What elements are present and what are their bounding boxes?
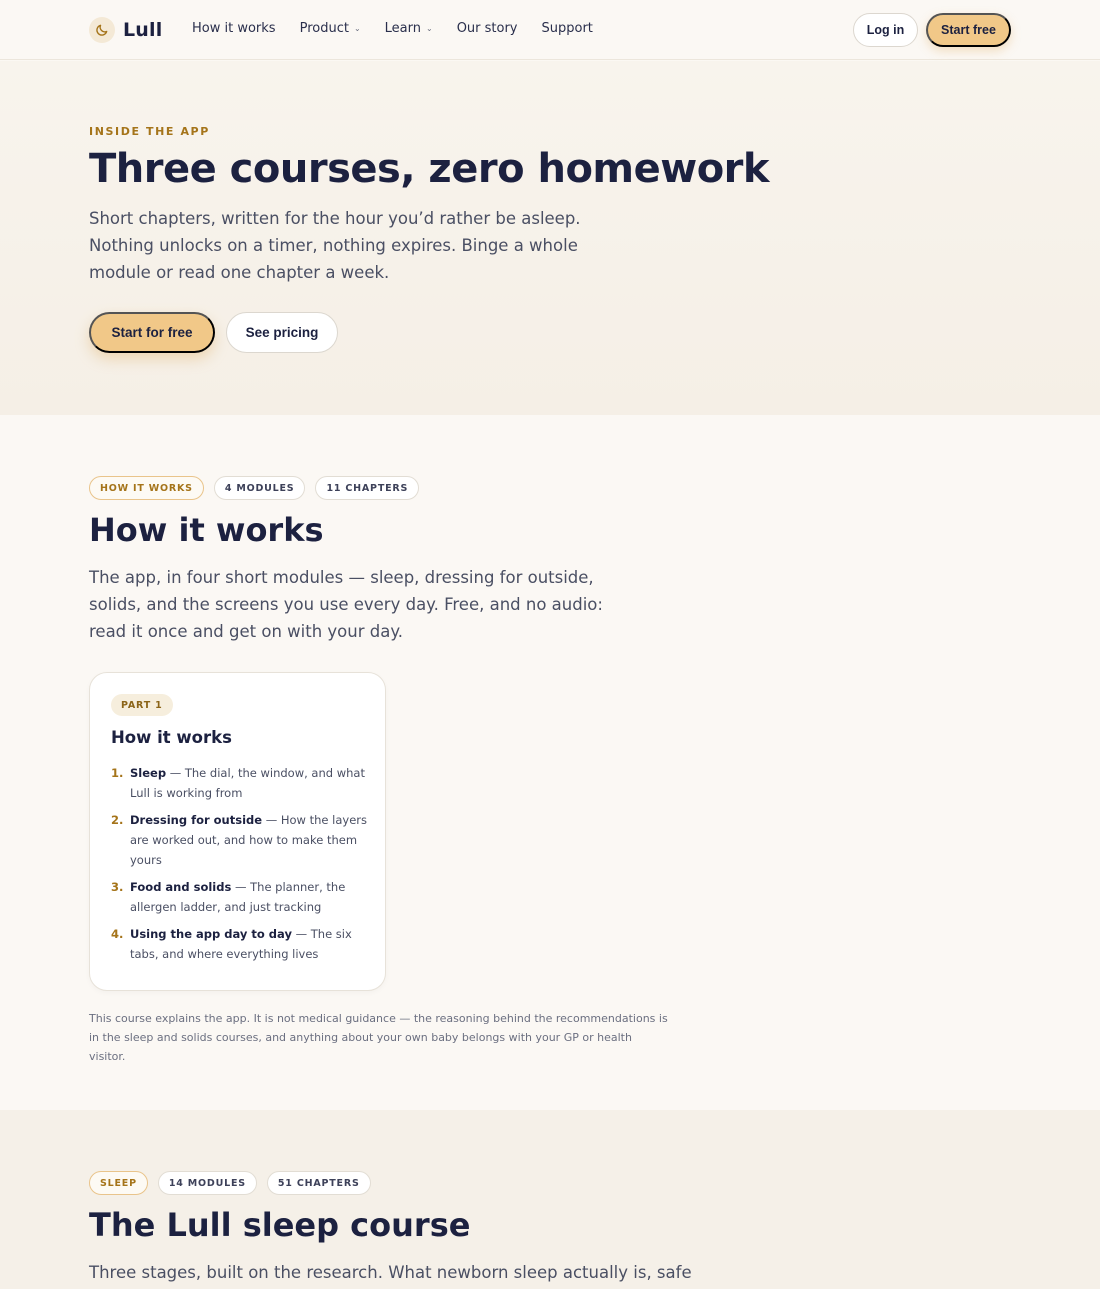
item-number: 1.	[111, 766, 124, 780]
top-nav	[0, 0, 1100, 60]
item-desc: — The six tabs, and where everything lives	[130, 927, 352, 961]
start-for-free-button[interactable]: Start for free	[89, 312, 215, 353]
logo-text: Lull	[123, 19, 163, 41]
chapter-list	[111, 763, 371, 971]
item-number: 3.	[111, 880, 124, 894]
tag-row	[89, 1171, 381, 1195]
item-text	[130, 924, 371, 964]
tag-modules: 14 MODULES	[158, 1171, 257, 1195]
item-title: Using the app day to day	[130, 927, 292, 941]
item-text	[130, 877, 371, 917]
section-title: How it works	[89, 511, 324, 549]
section-subtitle: Three stages, built on the research. What newborn sleep actually is, safe	[89, 1263, 692, 1282]
moon-icon	[89, 17, 115, 43]
list-item[interactable]	[111, 877, 371, 917]
item-desc: — The planner, the allergen ladder, and just tracking	[130, 880, 346, 914]
section-title: The Lull sleep course	[89, 1206, 471, 1244]
nav-link-label: Support	[541, 21, 593, 36]
item-desc: — The dial, the window, and what Lull is working from	[130, 766, 365, 800]
tag-sleep: SLEEP	[89, 1171, 148, 1195]
section-subtitle: The app, in four short modules — sleep, dressing for outside, solids, and the screens you use every day. Free, and no audio: read it once and get on with your day.	[89, 568, 603, 641]
item-text	[130, 763, 371, 803]
nav-link-support[interactable]	[542, 21, 593, 36]
login-button[interactable]: Log in	[853, 13, 918, 47]
sleep-course-section	[0, 1110, 1100, 1289]
course-card[interactable]	[89, 672, 386, 991]
item-title: Food and solids	[130, 880, 232, 894]
nav-link-how-it-works[interactable]	[192, 21, 276, 36]
hero-section	[0, 61, 1100, 415]
hero-eyebrow: INSIDE THE APP	[89, 125, 210, 138]
nav-link-product[interactable]	[300, 21, 361, 36]
nav-links	[192, 21, 617, 36]
how-it-works-section	[0, 415, 1100, 1110]
item-title: Sleep	[130, 766, 167, 780]
tag-chapters: 51 CHAPTERS	[267, 1171, 371, 1195]
tag-modules: 4 MODULES	[214, 476, 306, 500]
nav-link-learn[interactable]	[385, 21, 433, 36]
part-badge: PART 1	[111, 694, 173, 716]
tag-chapters: 11 CHAPTERS	[315, 476, 419, 500]
chevron-down-icon: ⌄	[353, 24, 361, 33]
tag-how-it-works: HOW IT WORKS	[89, 476, 204, 500]
item-desc: — How the layers are worked out, and how to make them yours	[130, 813, 367, 867]
nav-link-label: Our story	[456, 21, 518, 36]
item-number: 2.	[111, 813, 124, 827]
item-title: Dressing for outside	[130, 813, 263, 827]
logo[interactable]	[89, 17, 162, 43]
see-pricing-button[interactable]: See pricing	[226, 312, 338, 353]
nav-link-label: Learn	[384, 21, 421, 36]
nav-link-label: How it works	[192, 21, 276, 36]
page-title: Three courses, zero homework	[89, 146, 770, 192]
chevron-down-icon: ⌄	[425, 24, 433, 33]
start-free-button[interactable]: Start free	[926, 13, 1011, 47]
card-title: How it works	[111, 728, 232, 747]
disclaimer: This course explains the app. It is not medical guidance — the reasoning behind the recommendations is in the sleep and solids courses, and anything about your own baby belongs with your GP or health visitor.	[89, 1012, 668, 1063]
item-number: 4.	[111, 927, 124, 941]
list-item[interactable]	[111, 810, 371, 870]
tag-row	[89, 476, 429, 500]
list-item[interactable]	[111, 924, 371, 964]
hero-subtitle: Short chapters, written for the hour you’d rather be asleep. Nothing unlocks on a timer, nothing expires. Binge a whole module or read one chapter a week.	[89, 209, 581, 282]
nav-link-label: Product	[299, 21, 349, 36]
nav-link-our-story[interactable]	[457, 21, 518, 36]
list-item[interactable]	[111, 763, 371, 803]
item-text	[130, 810, 371, 870]
